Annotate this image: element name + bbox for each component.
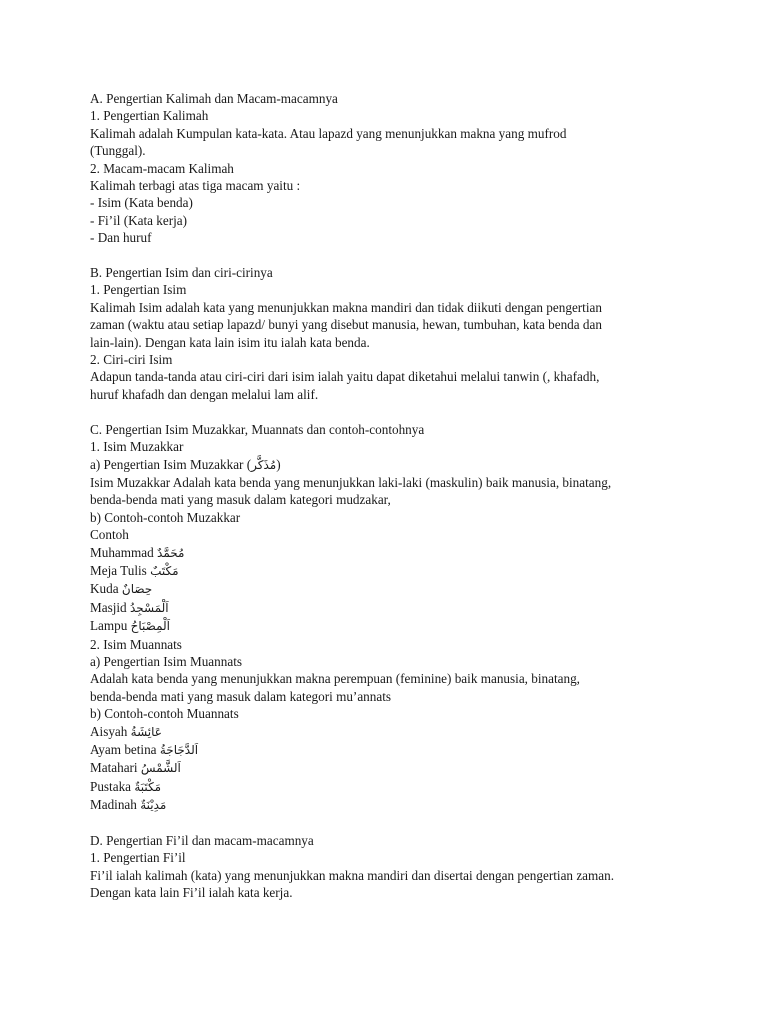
example-word: Lampu <box>90 618 128 634</box>
muzakkar-line: benda-benda mati yang masuk dalam kategori mudzakar, <box>90 492 391 508</box>
paragraph-gap <box>90 815 690 832</box>
example-word: Aisyah <box>90 723 128 739</box>
example-arabic: اَلْمَسْجِدُ <box>129 600 169 615</box>
example-word: Madinah <box>90 797 137 813</box>
example-arabic: حِصَانٌ <box>121 582 153 597</box>
example-row <box>90 759 690 777</box>
example-arabic: مَكْتَبَةٌ <box>134 779 162 794</box>
label-close: ) <box>276 456 281 472</box>
section-b-line: huruf khafadh dan dengan melalui lam alif. <box>90 386 319 402</box>
example-word: Matahari <box>90 760 138 776</box>
section-a-line: 2. Macam-macam Kalimah <box>90 160 234 176</box>
example-row <box>90 580 690 598</box>
section-a-line: Kalimah adalah Kumpulan kata-kata. Atau lapazd yang menunjukkan makna yang mufrod <box>90 125 567 141</box>
example-row <box>90 599 690 617</box>
example-arabic: مَكْتَبٌ <box>150 563 179 578</box>
example-arabic: اَلشَّمْسُ <box>140 761 181 776</box>
section-a-heading: A. Pengertian Kalimah dan Macam-macamnya <box>90 91 338 106</box>
paragraph-gap <box>90 247 690 264</box>
section-a-line: (Tunggal). <box>90 143 146 159</box>
arabic-term: مُذَكَّر <box>251 457 277 472</box>
section-b-line: Adapun tanda-tanda atau ciri-ciri dari isim ialah yaitu dapat diketahui melalui tanwin (, khafadh, <box>90 369 600 385</box>
example-word: Meja Tulis <box>90 562 147 578</box>
section-b-line: 1. Pengertian Isim <box>90 282 187 298</box>
muzakkar-subheading: 1. Isim Muzakkar <box>90 439 184 455</box>
section-d-line: 1. Pengertian Fi’il <box>90 850 186 866</box>
section-b-heading: B. Pengertian Isim dan ciri-cirinya <box>90 265 273 281</box>
section-d-line: Fi’il ialah kalimah (kata) yang menunjukkan makna mandiri dan disertai dengan pengertian zaman. <box>90 867 615 883</box>
muannats-line: Adalah kata benda yang menunjukkan makna perempuan (feminine) baik manusia, binatang, <box>90 671 580 687</box>
example-arabic: اَلدَّجَاجَةُ <box>159 743 199 757</box>
section-a-line: Kalimah terbagi atas tiga macam yaitu : <box>90 178 301 194</box>
example-row <box>90 723 690 741</box>
example-arabic: اَلْمِصْبَاحُ <box>130 619 171 634</box>
example-row <box>90 796 690 814</box>
example-row <box>90 741 690 759</box>
section-b-line: Kalimah Isim adalah kata yang menunjukkan makna mandiri dan tidak diikuti dengan pengertian <box>90 299 602 315</box>
muzakkar-definition-label <box>90 456 690 474</box>
example-row <box>90 778 690 796</box>
section-d-line: Dengan kata lain Fi’il ialah kata kerja. <box>90 885 293 901</box>
example-word: Masjid <box>90 599 127 615</box>
label-text: a) Pengertian Isim Muzakkar ( <box>90 456 252 472</box>
section-a-line: - Dan huruf <box>90 230 152 246</box>
section-a-line: - Fi’il (Kata kerja) <box>90 212 188 228</box>
example-row <box>90 617 690 635</box>
muannats-line: a) Pengertian Isim Muannats <box>90 653 242 669</box>
example-word: Kuda <box>90 581 119 597</box>
example-word: Ayam betina <box>90 742 157 757</box>
example-arabic: مُحَمَّدٌ <box>157 545 185 560</box>
section-b-line: 2. Ciri-ciri Isim <box>90 352 173 368</box>
section-b-line: lain-lain). Dengan kata lain isim itu ialah kata benda. <box>90 334 370 350</box>
muzakkar-line: Contoh <box>90 527 129 543</box>
section-d-heading: D. Pengertian Fi’il dan macam-macamnya <box>90 833 314 849</box>
muannats-line: b) Contoh-contoh Muannats <box>90 706 239 722</box>
section-a-line: - Isim (Kata benda) <box>90 195 193 211</box>
muzakkar-line: Isim Muzakkar Adalah kata benda yang menunjukkan laki-laki (maskulin) baik manusia, binatang, <box>90 474 612 490</box>
document-body <box>90 90 690 902</box>
section-b-line: zaman (waktu atau setiap lapazd/ bunyi yang disebut manusia, hewan, tumbuhan, kata benda dan <box>90 317 602 333</box>
muannats-line: benda-benda mati yang masuk dalam kategori mu’annats <box>90 688 392 704</box>
section-c-heading: C. Pengertian Isim Muzakkar, Muannats dan contoh-contohnya <box>90 421 425 437</box>
example-arabic: مَدِيْنَةٌ <box>140 798 167 813</box>
example-row <box>90 562 690 580</box>
muzakkar-line: b) Contoh-contoh Muzakkar <box>90 509 241 525</box>
paragraph-gap <box>90 403 690 420</box>
example-row <box>90 544 690 562</box>
muannats-subheading: 2. Isim Muannats <box>90 636 182 652</box>
example-arabic: عَائِشَةُ <box>130 724 162 739</box>
section-a-line: 1. Pengertian Kalimah <box>90 108 209 124</box>
example-word: Muhammad <box>90 544 154 560</box>
example-word: Pustaka <box>90 778 132 794</box>
